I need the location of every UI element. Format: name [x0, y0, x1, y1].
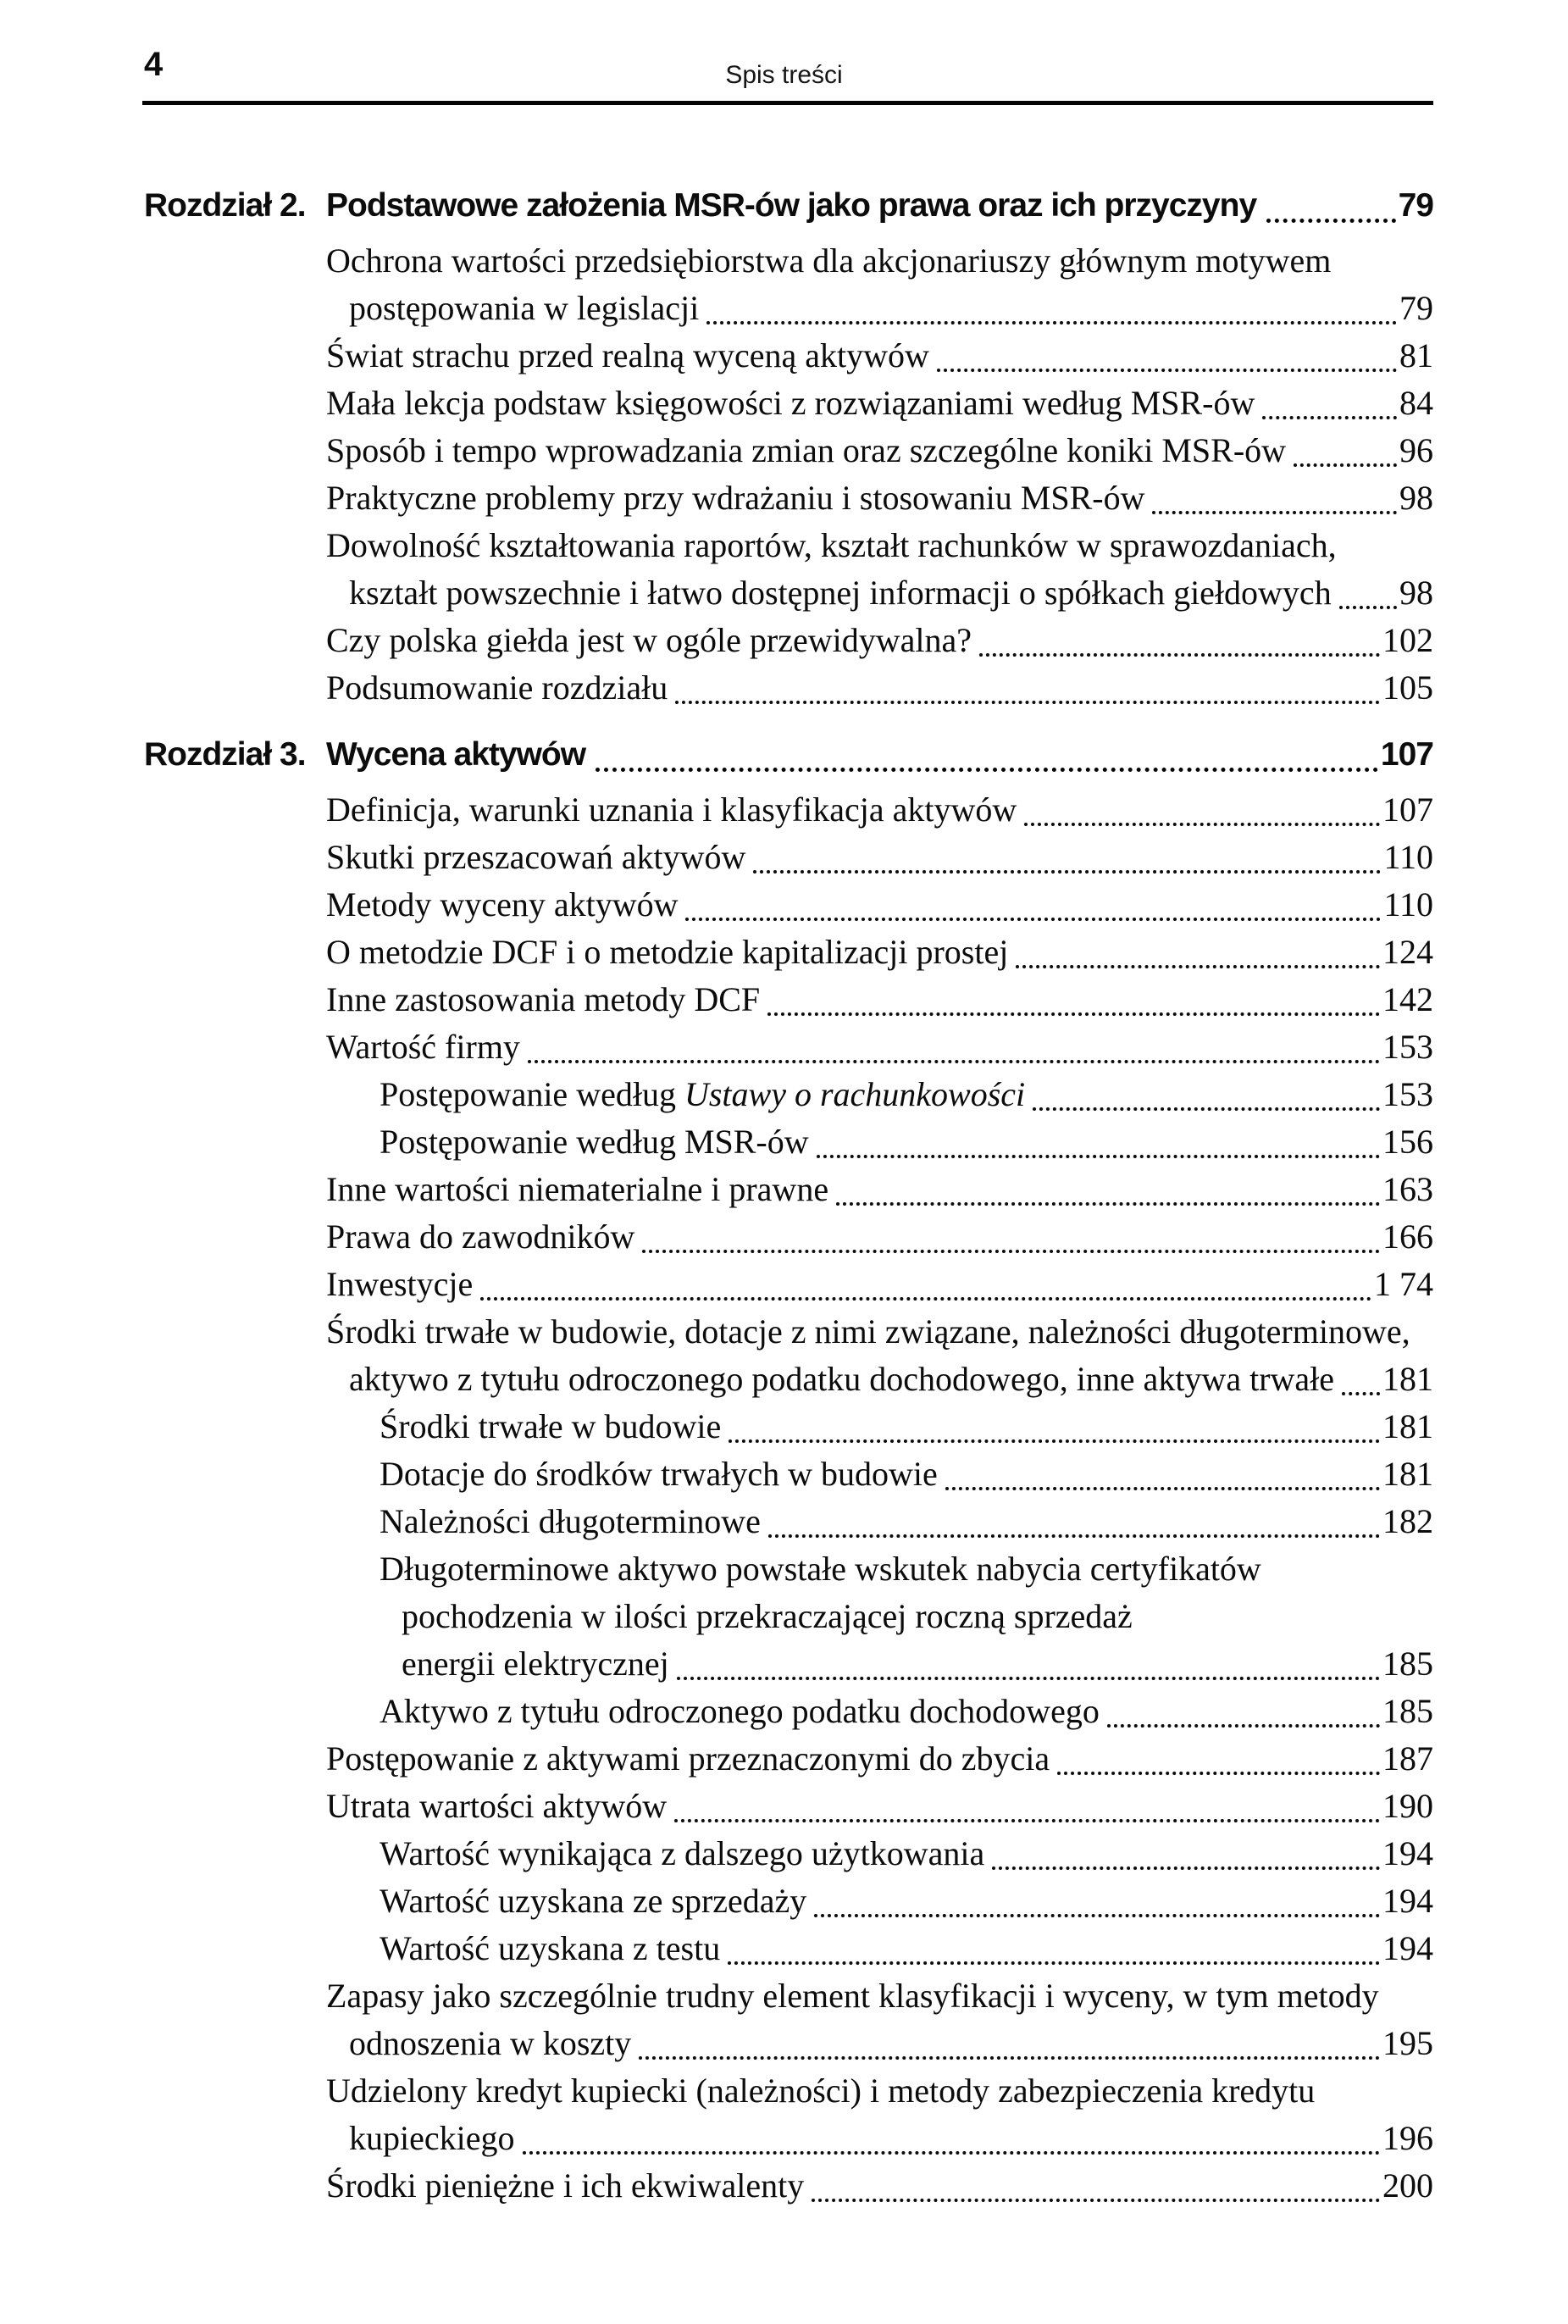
toc-row: [144, 237, 1433, 285]
toc-row: [144, 1166, 1433, 1213]
toc-row: [144, 1498, 1433, 1545]
page-number: 110: [1383, 838, 1433, 876]
entry-text: aktywo z tytułu odroczonego podatku dochodowego, inne aktywa trwałe: [349, 1360, 1335, 1398]
toc-row: [144, 1403, 1433, 1450]
page-number: 182: [1382, 1502, 1433, 1540]
dot-leader: [1342, 1392, 1380, 1395]
dot-leader: [1024, 823, 1380, 826]
toc-row: [144, 834, 1433, 881]
entry-text: Inne zastosowania metody DCF: [326, 980, 761, 1018]
entry-text: Praktyczne problemy przy wdrażaniu i stosowaniu MSR-ów: [326, 479, 1145, 517]
toc-row: [144, 522, 1433, 569]
page-number: 195: [1382, 2024, 1433, 2062]
toc-row: [144, 1640, 1433, 1688]
page-number: 156: [1382, 1123, 1433, 1161]
toc-row: [144, 1972, 1433, 2020]
page-number: 194: [1382, 1929, 1433, 1967]
entry-text: Metody wyceny aktywów: [326, 885, 679, 923]
toc-row: [144, 427, 1433, 474]
dot-leader: [836, 1202, 1380, 1206]
entry-text: Środki trwałe w budowie, dotacje z nimi związane, należności długoterminowe,: [326, 1312, 1410, 1351]
page-number: 181: [1382, 1455, 1433, 1493]
page-number: 1 74: [1374, 1265, 1433, 1303]
toc-row: [144, 1308, 1433, 1356]
entry-text: Wartość firmy: [326, 1028, 520, 1066]
entry-text: Inwestycje: [326, 1265, 474, 1303]
toc-row: [144, 1593, 1433, 1640]
dot-leader: [1107, 1724, 1380, 1728]
toc-row: [144, 1878, 1433, 1925]
dot-leader: [1016, 965, 1380, 968]
page-number: 196: [1382, 2119, 1433, 2157]
dot-leader: [674, 1819, 1380, 1822]
dot-leader: [523, 2151, 1381, 2155]
toc-row: [144, 730, 1433, 779]
entry-text: Środki trwałe w budowie: [380, 1407, 722, 1445]
toc-row: [144, 929, 1433, 976]
page-number: 107: [1380, 736, 1433, 773]
entry-text: pochodzenia w ilości przekraczającej roczną sprzedaż: [402, 1597, 1133, 1635]
dot-leader: [768, 1534, 1380, 1538]
dot-leader: [729, 1439, 1380, 1443]
toc-row: [144, 881, 1433, 929]
entry-text: kształt powszechnie i łatwo dostępnej informacji o spółkach giełdowych: [349, 574, 1332, 612]
dot-leader: [812, 2199, 1380, 2202]
page-number: 81: [1399, 336, 1433, 374]
dot-leader: [817, 1155, 1380, 1158]
toc-row: [144, 786, 1433, 834]
dot-leader: [1057, 1772, 1380, 1775]
entry-text: Utrata wartości aktywów: [326, 1787, 668, 1825]
entry-text: Wartość uzyskana ze sprzedaży: [380, 1882, 807, 1920]
entry-text: Wartość wynikająca z dalszego użytkowania: [380, 1834, 985, 1872]
toc-row: [144, 617, 1433, 664]
page-number: 96: [1399, 431, 1433, 469]
toc-row: [144, 1783, 1433, 1830]
toc-row: [144, 569, 1433, 617]
entry-text: Postępowanie z aktywami przeznaczonymi do zbycia: [326, 1739, 1050, 1778]
toc-list: [144, 181, 1433, 2210]
entry-text: Podsumowanie rozdziału: [326, 668, 668, 707]
header-page-number: 4: [144, 46, 163, 83]
dot-leader: [596, 768, 1378, 772]
toc-row: [144, 2020, 1433, 2067]
dot-leader: [480, 1297, 1371, 1301]
toc-row: [144, 1925, 1433, 1972]
entry-text: postępowania w legislacji: [349, 289, 700, 327]
entry-text: Ochrona wartości przedsiębiorstwa dla akcjonariuszy głównym motywem: [326, 241, 1332, 280]
chapter-label: Rozdział 2.: [144, 187, 306, 224]
entry-text: Wartość uzyskana z testu: [380, 1929, 721, 1967]
entry-text: Skutki przeszacowań aktywów: [326, 838, 746, 876]
dot-leader: [979, 653, 1380, 657]
page-number: 153: [1382, 1028, 1433, 1066]
dot-leader: [639, 2056, 1380, 2060]
toc-row: [144, 664, 1433, 712]
page-number: 190: [1382, 1787, 1433, 1825]
entry-text: Środki pieniężne i ich ekwiwalenty: [326, 2166, 805, 2205]
page-number: 98: [1399, 479, 1433, 517]
entry-text: Postępowanie według Ustawy o rachunkowości: [380, 1075, 1026, 1113]
toc-row: [144, 1023, 1433, 1071]
page-number: 166: [1382, 1217, 1433, 1256]
header-rule: [142, 101, 1433, 105]
page-number: 163: [1382, 1170, 1433, 1208]
entry-text: Wycena aktywów: [326, 736, 586, 773]
toc-row: [144, 181, 1433, 230]
toc-row: [144, 2115, 1433, 2162]
page-number: 102: [1382, 621, 1433, 659]
toc-row: [144, 474, 1433, 522]
page-number: 194: [1382, 1834, 1433, 1872]
dot-leader: [992, 1866, 1380, 1870]
toc-row: [144, 285, 1433, 332]
entry-text: Podstawowe założenia MSR-ów jako prawa oraz ich przyczyny: [326, 187, 1257, 224]
entry-text: Aktywo z tytułu odroczonego podatku dochodowego: [380, 1692, 1100, 1730]
dot-leader: [1152, 511, 1397, 514]
page-number: 200: [1382, 2166, 1433, 2205]
page-number: 153: [1382, 1075, 1433, 1113]
entry-text: Sposób i tempo wprowadzania zmian oraz szczególne koniki MSR-ów: [326, 431, 1287, 469]
page-number: 79: [1399, 289, 1433, 327]
toc-row: [144, 1830, 1433, 1878]
page-number: 194: [1382, 1882, 1433, 1920]
page-number: 98: [1399, 574, 1433, 612]
dot-leader: [1262, 416, 1397, 419]
toc-row: [144, 1261, 1433, 1308]
entry-text: Mała lekcja podstaw księgowości z rozwiązaniami według MSR-ów: [326, 384, 1255, 422]
dot-leader: [1266, 219, 1395, 223]
entry-text: Należności długoterminowe: [380, 1502, 761, 1540]
entry-text: Definicja, warunki uznania i klasyfikacja aktywów: [326, 790, 1017, 829]
page-number: 79: [1398, 187, 1433, 224]
dot-leader: [728, 1961, 1380, 1965]
toc-row: [144, 2162, 1433, 2210]
dot-leader: [1339, 606, 1397, 609]
dot-leader: [945, 1487, 1380, 1490]
entry-text: kupieckiego: [349, 2119, 515, 2157]
page-number: 187: [1382, 1739, 1433, 1778]
toc-row: [144, 976, 1433, 1023]
entry-text: Świat strachu przed realną wyceną aktywów: [326, 336, 929, 374]
dot-leader: [1033, 1107, 1380, 1111]
dot-leader: [642, 1250, 1380, 1253]
toc-row: [144, 332, 1433, 380]
toc-row: [144, 1213, 1433, 1261]
entry-text: Udzielony kredyt kupiecki (należności) i metody zabezpieczenia kredytu: [326, 2072, 1316, 2110]
toc-row: [144, 1688, 1433, 1735]
page-number: 124: [1382, 933, 1433, 971]
toc-row: [144, 1118, 1433, 1166]
page-number: 181: [1382, 1407, 1433, 1445]
entry-text: Dowolność kształtowania raportów, kształt rachunków w sprawozdaniach,: [326, 526, 1337, 564]
entry-text: energii elektrycznej: [402, 1645, 669, 1683]
dot-leader: [814, 1914, 1380, 1917]
entry-text: Dotacje do środków trwałych w budowie: [380, 1455, 938, 1493]
dot-leader: [528, 1060, 1380, 1063]
dot-leader: [677, 1677, 1380, 1680]
toc-row: [144, 1545, 1433, 1593]
page-number: 84: [1399, 384, 1433, 422]
entry-text: O metodzie DCF i o metodzie kapitalizacji prostej: [326, 933, 1009, 971]
toc-row: [144, 2067, 1433, 2115]
dot-leader: [685, 918, 1381, 921]
entry-text: Inne wartości niematerialne i prawne: [326, 1170, 829, 1208]
dot-leader: [753, 870, 1381, 874]
toc-row: [144, 1356, 1433, 1403]
page-number: 105: [1382, 668, 1433, 707]
toc-row: [144, 1071, 1433, 1118]
header-title: Spis treści: [725, 61, 843, 89]
dot-leader: [1294, 463, 1397, 467]
page-number: 185: [1382, 1692, 1433, 1730]
page-number: 107: [1382, 790, 1433, 829]
toc-row: [144, 380, 1433, 427]
dot-leader: [767, 1012, 1380, 1016]
entry-text: Czy polska giełda jest w ogóle przewidywalna?: [326, 621, 972, 659]
page-number: 181: [1382, 1360, 1433, 1398]
dot-leader: [675, 701, 1380, 704]
entry-text: Długoterminowe aktywo powstałe wskutek nabycia certyfikatów: [380, 1550, 1261, 1588]
toc-row: [144, 1450, 1433, 1498]
toc-row: [144, 1735, 1433, 1783]
page-number: 110: [1383, 885, 1433, 923]
dot-leader: [937, 369, 1397, 372]
page-number: 185: [1382, 1645, 1433, 1683]
entry-text: Prawa do zawodników: [326, 1217, 635, 1256]
dot-leader: [706, 321, 1397, 324]
page-number: 142: [1382, 980, 1433, 1018]
entry-text: odnoszenia w koszty: [349, 2024, 632, 2062]
chapter-label: Rozdział 3.: [144, 736, 306, 773]
entry-text: Zapasy jako szczególnie trudny element klasyfikacji i wyceny, w tym metody: [326, 1977, 1379, 2015]
entry-text: Postępowanie według MSR-ów: [380, 1123, 809, 1161]
